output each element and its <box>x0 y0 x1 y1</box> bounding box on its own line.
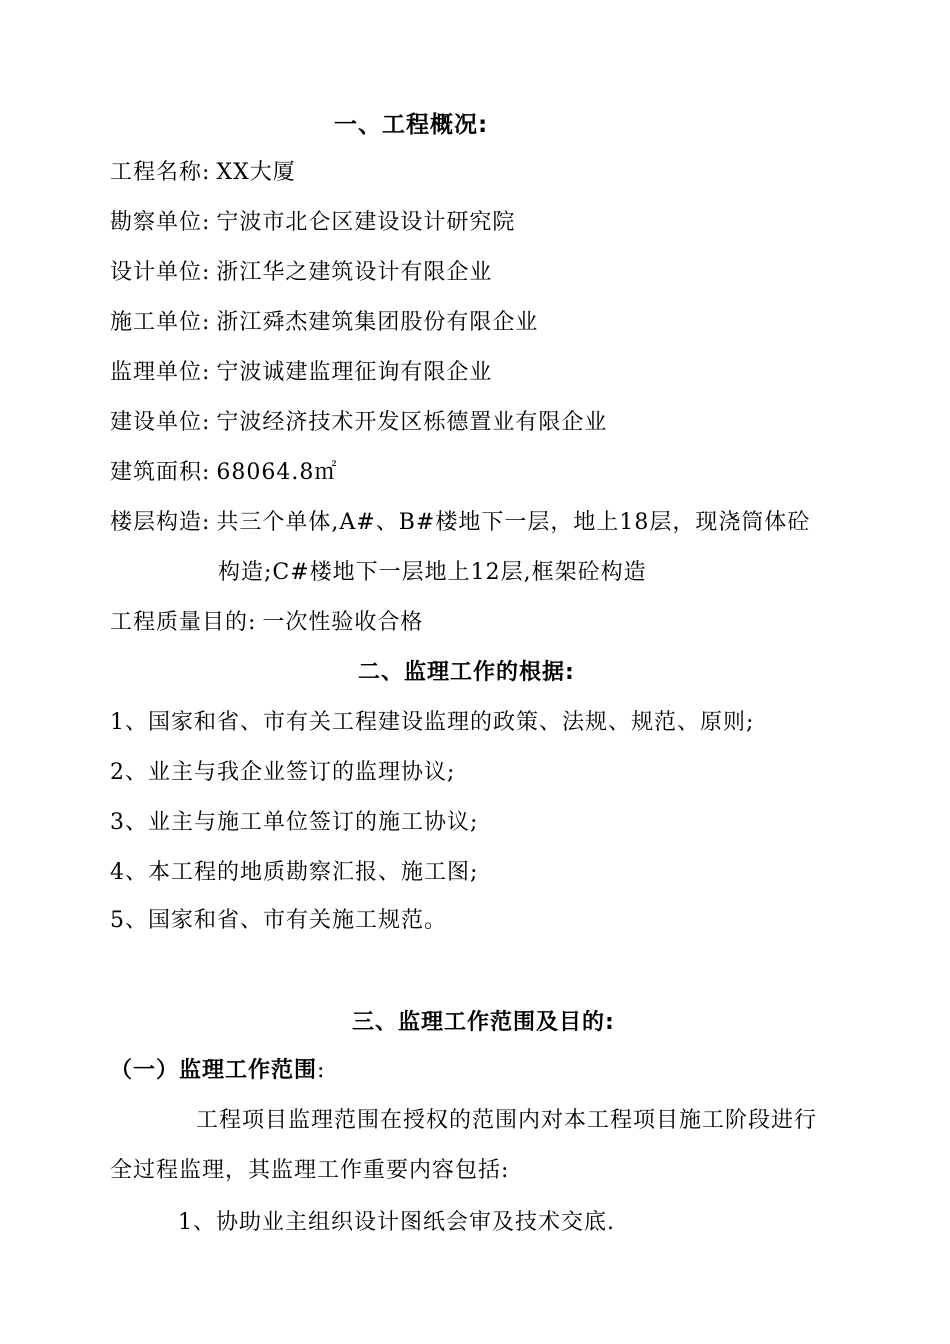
field-label: 工程质量目的: <box>110 610 257 635</box>
field-owner-unit <box>110 408 607 438</box>
field-value: 浙江舜杰建筑集团股份有限企业 <box>216 310 539 335</box>
field-value: 一次性验收合格 <box>262 610 424 635</box>
field-label: 勘察单位: <box>110 210 211 235</box>
field-value: 宁波市北仑区建设设计研究院 <box>216 210 516 235</box>
basis-item: 1、国家和省、市有关工程建设监理的政策、法规、规范、原则; <box>110 710 755 735</box>
field-label: 建设单位: <box>110 410 211 435</box>
subsection-colon: : <box>317 1058 326 1083</box>
section-heading-overview: 一、工程概况: <box>334 112 489 138</box>
field-design-unit <box>110 258 492 288</box>
field-label: 工程名称: <box>110 160 211 185</box>
basis-item: 2、业主与我企业签订的监理协议; <box>110 760 456 785</box>
field-label: 监理单位: <box>110 360 211 385</box>
basis-item: 5、国家和省、市有关施工规范。 <box>110 908 447 933</box>
field-value: 共三个单体,A#、B#楼地下一层，地上18层，现浇筒体砼 <box>216 510 811 535</box>
basis-item: 4、本工程的地质勘察汇报、施工图; <box>110 860 479 885</box>
field-floor-structure <box>110 508 810 538</box>
field-quality-goal <box>110 608 423 638</box>
subsection-heading-scope <box>110 1056 325 1086</box>
field-supervision-unit <box>110 358 492 388</box>
section-heading-scope: 三、监理工作范围及目的: <box>352 1010 615 1035</box>
field-value: XX大厦 <box>216 160 296 185</box>
field-label: 建筑面积: <box>110 460 211 485</box>
field-project-name <box>110 158 296 188</box>
scope-paragraph-line-2: 全过程监理，其监理工作重要内容包括: <box>110 1158 510 1183</box>
scope-item: 1、协助业主组织设计图纸会审及技术交底. <box>178 1210 615 1235</box>
field-floor-structure-continued: 构造;C#楼地下一层地上12层,框架砼构造 <box>218 560 647 585</box>
field-label: 设计单位: <box>110 260 211 285</box>
field-survey-unit <box>110 208 515 238</box>
field-label: 施工单位: <box>110 310 211 335</box>
field-value: 宁波经济技术开发区栎德置业有限企业 <box>216 410 608 435</box>
field-building-area <box>110 458 337 488</box>
field-value: 宁波诚建监理征询有限企业 <box>216 360 493 385</box>
basis-item: 3、业主与施工单位签订的施工协议; <box>110 810 479 835</box>
subsection-title: （一）监理工作范围 <box>110 1058 318 1083</box>
scope-paragraph-line-1: 工程项目监理范围在授权的范围内对本工程项目施工阶段进行 <box>196 1108 818 1133</box>
field-value: 68064.8㎡ <box>216 460 338 485</box>
section-heading-basis: 二、监理工作的根据: <box>358 660 575 685</box>
field-value: 浙江华之建筑设计有限企业 <box>216 260 493 285</box>
field-label: 楼层构造: <box>110 510 211 535</box>
field-construction-unit <box>110 308 538 338</box>
